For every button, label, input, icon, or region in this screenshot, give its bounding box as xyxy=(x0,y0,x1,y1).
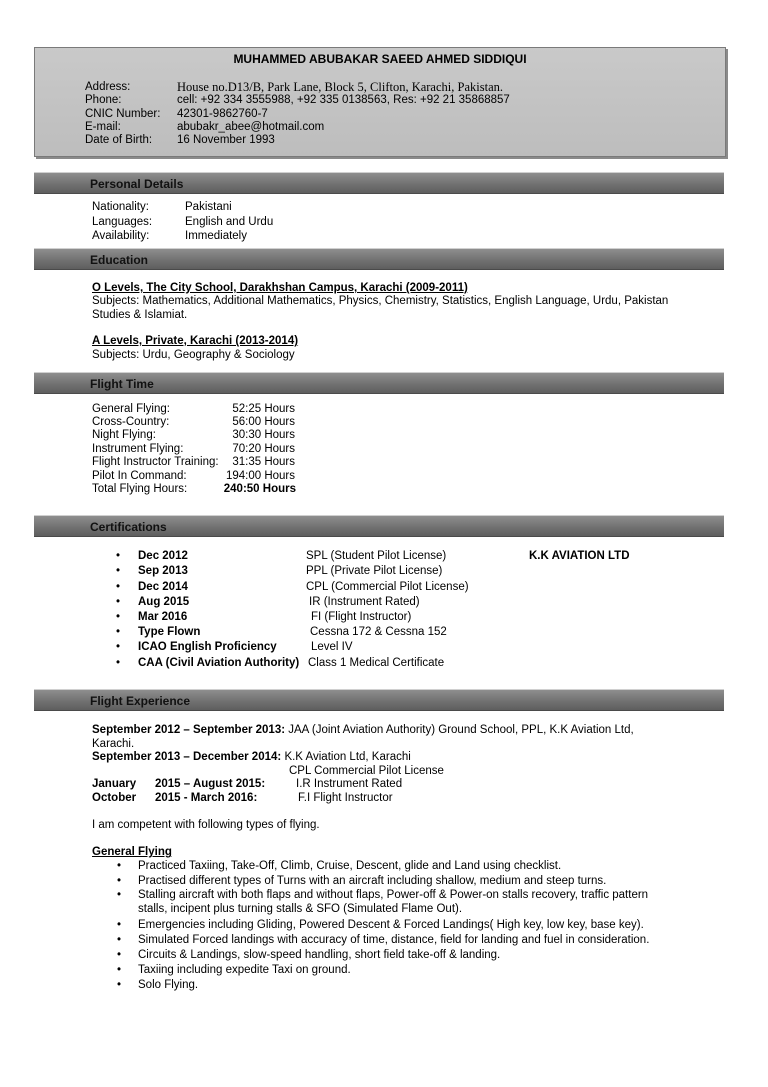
bullet-icon: • xyxy=(116,596,121,608)
phone-value: cell: +92 334 3555988, +92 335 0138563, Res: +92 21 35868857 xyxy=(177,94,510,106)
bullet-icon: • xyxy=(116,581,121,593)
section-personal-details xyxy=(34,172,724,193)
nationality-label: Nationality: xyxy=(92,201,149,213)
a-levels-title: A Levels, Private, Karachi (2013-2014) xyxy=(92,335,299,347)
competency-intro: I am competent with following types of flying. xyxy=(92,819,320,831)
exp-line-2 xyxy=(92,750,411,764)
phone-label: Phone: xyxy=(85,94,122,106)
cert-org: K.K AVIATION LTD xyxy=(529,550,630,562)
section-title: Flight Time xyxy=(90,377,154,391)
cert-date: Dec 2014 xyxy=(138,581,188,593)
cert-date: Aug 2015 xyxy=(138,596,190,608)
cert-desc: SPL (Student Pilot License) xyxy=(306,550,447,562)
exp-period: September 2012 – September 2013: xyxy=(92,724,286,736)
exp-range: 2015 – August 2015: xyxy=(155,778,266,790)
bullet-icon: • xyxy=(116,550,121,562)
bullet-icon: • xyxy=(116,641,121,653)
section-title: Education xyxy=(90,253,149,267)
general-flying-item: Practised different types of Turns with an aircraft including shallow, medium and steep turns. xyxy=(138,875,607,887)
exp-desc-cont: Karachi. xyxy=(92,738,135,750)
email-label: E-mail: xyxy=(85,121,121,133)
email-value: abubakr_abee@hotmail.com xyxy=(177,121,325,133)
ft-value: 56:00 Hours xyxy=(232,416,295,428)
availability-label: Availability: xyxy=(92,230,150,242)
ft-label: Pilot In Command: xyxy=(92,470,187,482)
general-flying-item: Taxiing including expedite Taxi on ground. xyxy=(138,964,351,976)
cert-desc: IR (Instrument Rated) xyxy=(309,596,420,608)
bullet-icon: • xyxy=(117,919,122,931)
section-title: Certifications xyxy=(90,520,167,534)
cert-date: Type Flown xyxy=(138,626,201,638)
section-title: Flight Experience xyxy=(90,694,191,708)
ft-value: 30:30 Hours xyxy=(232,429,295,441)
dob-value: 16 November 1993 xyxy=(177,134,275,146)
bullet-icon: • xyxy=(117,949,122,961)
exp-period: September 2013 – December 2014: xyxy=(92,751,282,763)
ft-label: General Flying: xyxy=(92,403,170,415)
cert-desc: Class 1 Medical Certificate xyxy=(308,657,445,669)
general-flying-item: Circuits & Landings, slow-speed handling, short field take-off & landing. xyxy=(138,949,501,961)
cert-desc: Cessna 172 & Cessna 152 xyxy=(310,626,447,638)
header-box xyxy=(34,47,726,157)
bullet-icon: • xyxy=(117,889,122,901)
bullet-icon: • xyxy=(117,934,122,946)
section-flight-experience xyxy=(34,689,724,710)
o-levels-title: O Levels, The City School, Darakhshan Campus, Karachi (2009-2011) xyxy=(92,282,468,294)
bullet-icon: • xyxy=(117,860,122,872)
exp-desc: I.R Instrument Rated xyxy=(296,778,403,790)
general-flying-title: General Flying xyxy=(92,846,172,858)
general-flying-item: Solo Flying. xyxy=(138,979,199,991)
exp-line-1 xyxy=(92,723,634,737)
general-flying-item: Simulated Forced landings with accuracy of time, distance, field for landing and fuel in consideration. xyxy=(138,934,650,946)
cert-desc: Level IV xyxy=(311,641,353,653)
general-flying-item-cont: stalls, incipent plus turning stalls & SFO (Simulated Flame Out). xyxy=(138,903,463,915)
exp-range: 2015 - March 2016: xyxy=(155,792,258,804)
section-education xyxy=(34,248,724,269)
general-flying-item: Emergencies including Gliding, Powered Descent & Forced Landings( High key, low key, base key). xyxy=(138,919,644,931)
ft-label: Instrument Flying: xyxy=(92,443,184,455)
ft-value: 70:20 Hours xyxy=(232,443,295,455)
bullet-icon: • xyxy=(116,657,121,669)
exp-desc: K.K Aviation Ltd, Karachi xyxy=(284,751,411,763)
availability-value: Immediately xyxy=(185,230,247,242)
cert-desc: FI (Flight Instructor) xyxy=(311,611,412,623)
candidate-name: MUHAMMED ABUBAKAR SAEED AHMED SIDDIQUI xyxy=(233,52,527,66)
ft-total-value: 240:50 Hours xyxy=(223,483,296,495)
ft-value: 31:35 Hours xyxy=(232,456,295,468)
section-flight-time xyxy=(34,372,724,393)
cnic-label: CNIC Number: xyxy=(85,108,161,120)
ft-value: 194:00 Hours xyxy=(225,470,295,482)
cert-date: CAA (Civil Aviation Authority) xyxy=(138,657,300,669)
exp-month: January xyxy=(92,778,137,790)
o-levels-subjects-cont: Studies & Islamiat. xyxy=(92,309,188,321)
address-value: House no.D13/B, Park Lane, Block 5, Clifton, Karachi, Pakistan. xyxy=(177,80,503,94)
address-label: Address: xyxy=(85,81,131,93)
exp-desc-cont: CPL Commercial Pilot License xyxy=(289,765,444,777)
cert-date: Mar 2016 xyxy=(138,611,188,623)
languages-value: English and Urdu xyxy=(185,216,274,228)
bullet-icon: • xyxy=(117,875,122,887)
bullet-icon: • xyxy=(117,964,122,976)
exp-month: October xyxy=(92,792,137,804)
bullet-icon: • xyxy=(116,611,121,623)
bullet-icon: • xyxy=(116,565,121,577)
cert-date: Dec 2012 xyxy=(138,550,188,562)
cert-date: Sep 2013 xyxy=(138,565,188,577)
general-flying-item: Stalling aircraft with both flaps and without flaps, Power-off & Power-on stalls recovery, traffic pattern xyxy=(138,889,649,901)
a-levels-subjects: Subjects: Urdu, Geography & Sociology xyxy=(92,349,295,361)
cert-desc: CPL (Commercial Pilot License) xyxy=(306,581,469,593)
ft-label: Cross-Country: xyxy=(92,416,170,428)
ft-value: 52:25 Hours xyxy=(232,403,295,415)
dob-label: Date of Birth: xyxy=(85,134,153,146)
bullet-icon: • xyxy=(117,979,122,991)
languages-label: Languages: xyxy=(92,216,153,228)
general-flying-item: Practiced Taxiing, Take-Off, Climb, Cruise, Descent, glide and Land using checklist. xyxy=(138,860,562,872)
nationality-value: Pakistani xyxy=(185,201,232,213)
section-title: Personal Details xyxy=(90,177,184,191)
ft-label: Night Flying: xyxy=(92,429,156,441)
section-certifications xyxy=(34,515,724,536)
exp-desc: JAA (Joint Aviation Authority) Ground School, PPL, K.K Aviation Ltd, xyxy=(288,724,634,736)
o-levels-subjects: Subjects: Mathematics, Additional Mathematics, Physics, Chemistry, Statistics, English Language, Urdu, Pakistan xyxy=(92,295,669,307)
bullet-icon: • xyxy=(116,626,121,638)
cert-date: ICAO English Proficiency xyxy=(138,641,277,653)
ft-label: Flight Instructor Training: xyxy=(92,456,219,468)
ft-total-label: Total Flying Hours: xyxy=(92,483,188,495)
cnic-value: 42301-9862760-7 xyxy=(177,108,268,120)
exp-desc: F.I Flight Instructor xyxy=(298,792,393,804)
cert-desc: PPL (Private Pilot License) xyxy=(306,565,443,577)
